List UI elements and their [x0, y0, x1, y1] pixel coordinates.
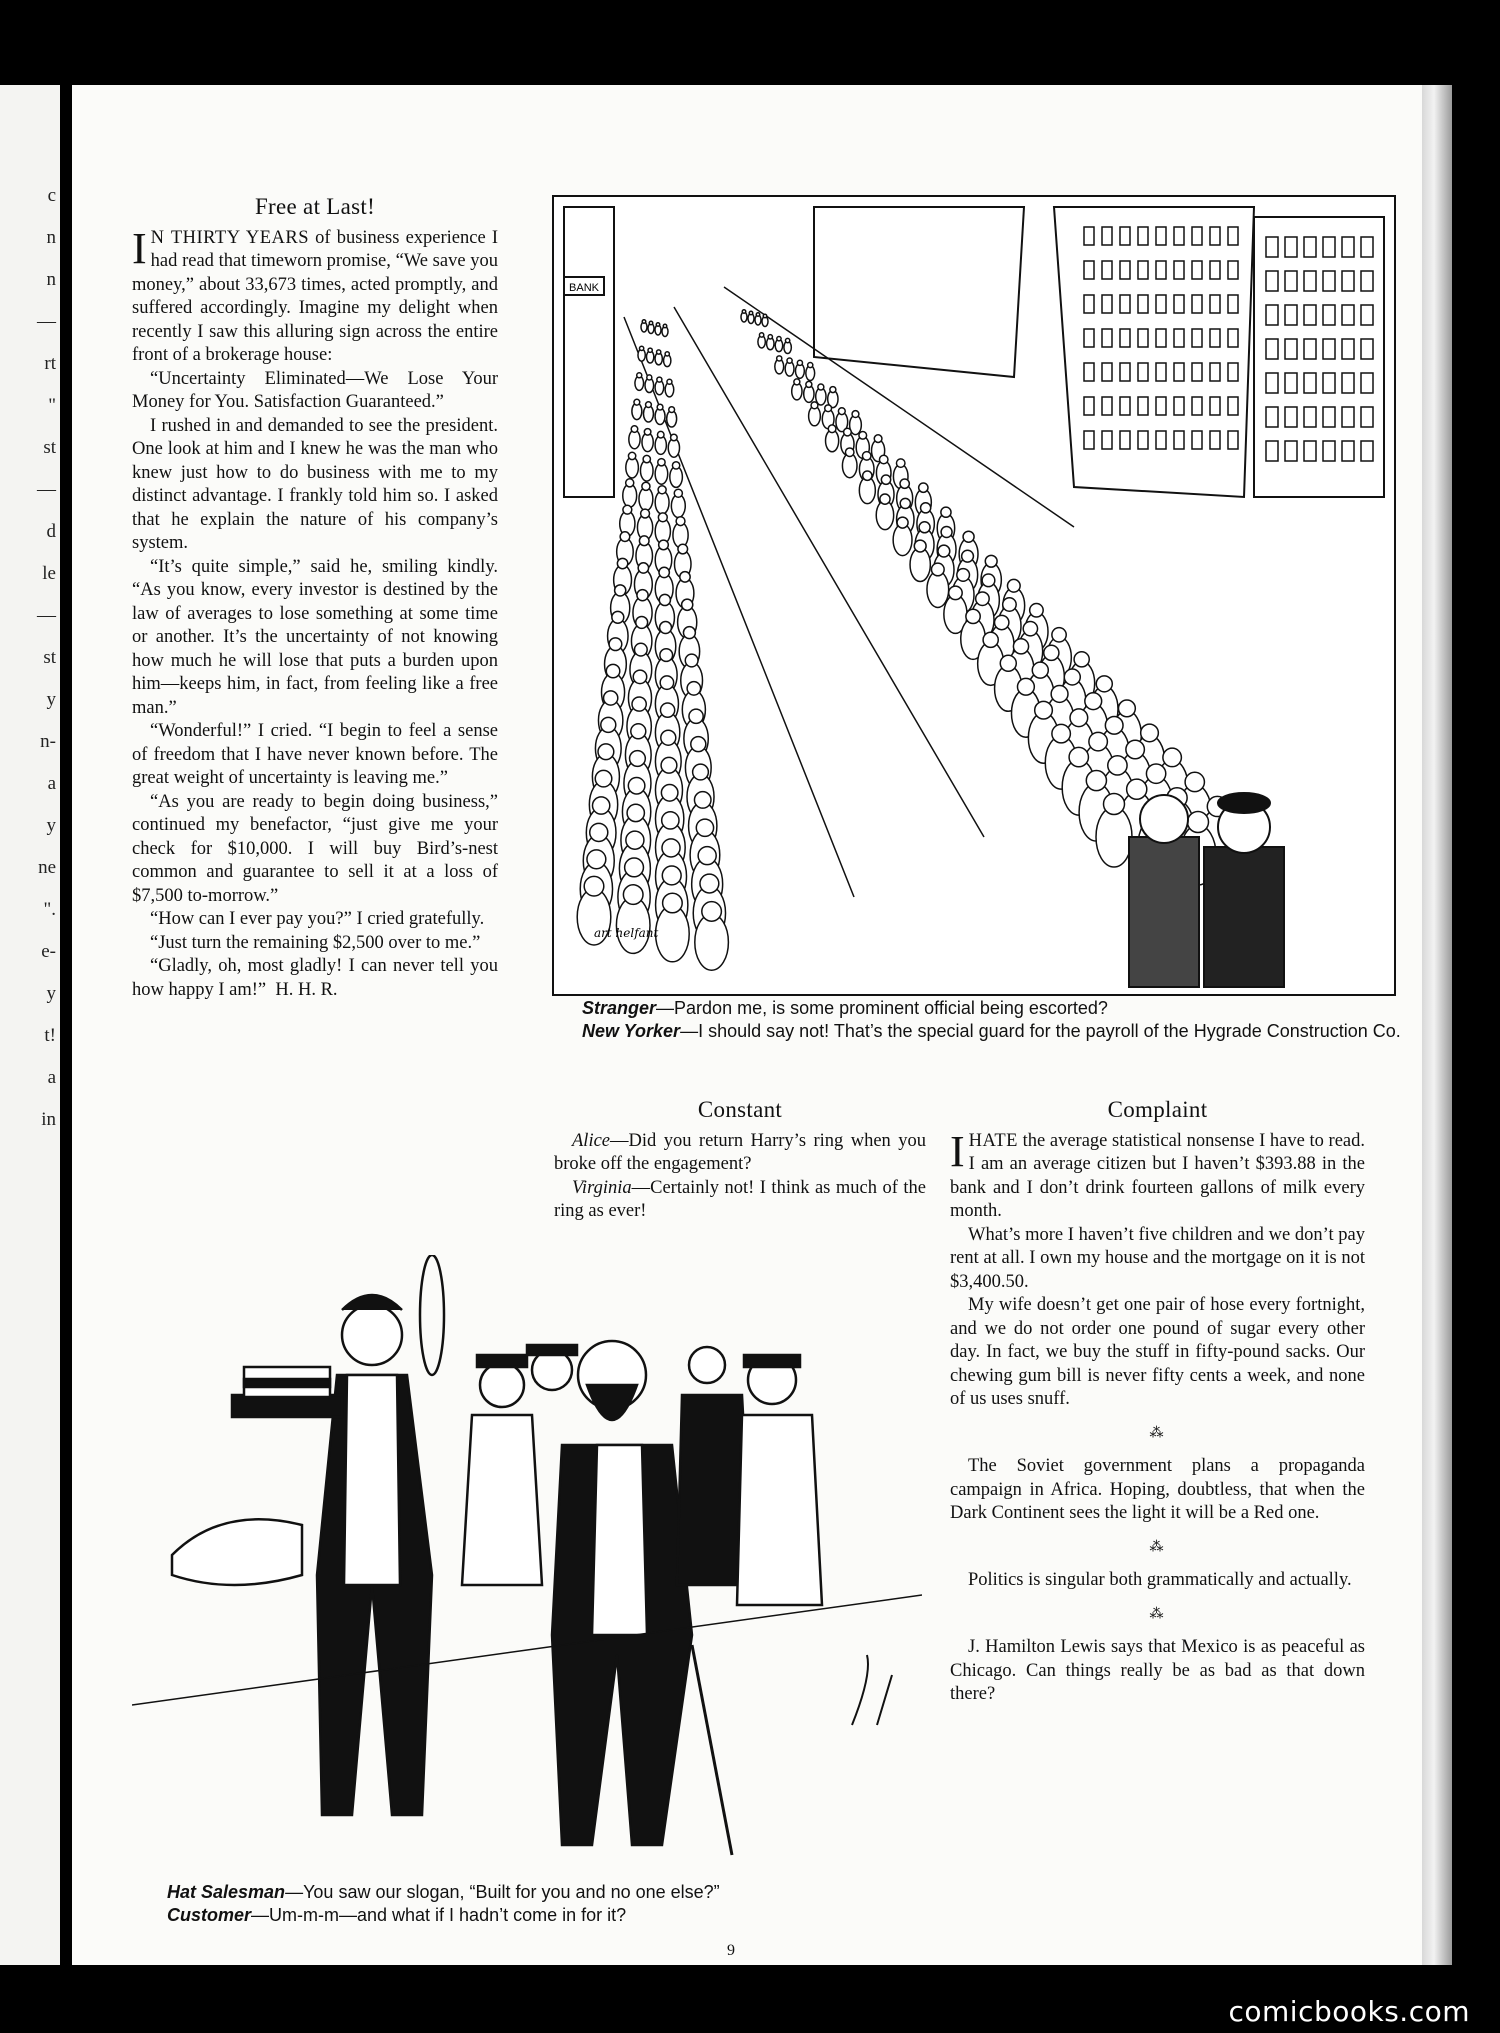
facing-page-text-fragment: n-	[40, 731, 56, 752]
facing-page-text-fragment: —	[37, 605, 56, 626]
separator-asterism: ⁂	[1149, 1606, 1166, 1622]
facing-page-text-fragment: st	[43, 647, 56, 668]
facing-page-text-fragment: "	[48, 395, 56, 416]
parade-illustration	[554, 197, 1394, 994]
article-paragraph: What’s more I haven’t five children and we don’t pay rent at all. I own my house and the mortgage on it is not $3,400.50.	[950, 1224, 1365, 1292]
caption-speaker: New Yorker	[582, 1021, 681, 1041]
facing-page-text-fragment: —	[37, 479, 56, 500]
artist-signature: art helfant	[594, 926, 659, 940]
cartoonist-signature-mark	[852, 1655, 892, 1725]
dialogue-line: Virginia—Certainly not! I think as much of the ring as ever!	[554, 1177, 926, 1221]
article-complaint	[950, 1098, 1365, 1707]
article-title: Constant	[697, 1097, 783, 1122]
author-signature: H. H. R.	[275, 979, 338, 1000]
short-item: J. Hamilton Lewis says that Mexico is as peaceful as Chicago. Can things really be as bad as that down there?	[950, 1637, 1365, 1704]
article-paragraph: “How can I ever pay you?” I cried gratefully.	[150, 909, 485, 929]
parade-cartoon	[552, 195, 1396, 996]
facing-page-text-fragment: n	[46, 227, 56, 248]
facing-page-text-fragment: a	[47, 1067, 56, 1088]
facing-page-text-fragment: le	[42, 563, 56, 584]
article-constant	[554, 1098, 926, 1224]
facing-page-text-fragment: a	[47, 773, 56, 794]
facing-page-text-fragment: y	[46, 983, 56, 1004]
facing-page-text-fragment: y	[46, 815, 56, 836]
article-paragraph: “Wonderful!” I cried. “I begin to feel a sense of freedom that I have never known before. The great weight of uncertainty is leaving me.”	[132, 721, 498, 788]
magazine-page	[72, 85, 1422, 1965]
hat-salesman-cartoon	[132, 1255, 922, 1880]
page-number: 9	[727, 1942, 735, 1959]
article-free-at-last	[132, 195, 498, 1002]
facing-page-text-fragment: in	[41, 1109, 56, 1130]
facing-page-text-fragment: st	[43, 437, 56, 458]
site-watermark: comicbooks.com	[1228, 1995, 1470, 2028]
article-paragraph: I N THIRTY YEARS of business experience I had read that timeworn promise, “We save you money,” about 33,673 times, acted promptly, and suffered accordingly. Imagine my delight when recently I saw this alluring sign across the entire front of a brokerage house:	[132, 223, 498, 365]
article-paragraph: “Gladly, oh, most gladly! I can never tell you how happy I am!” H. H. R.	[132, 956, 498, 1000]
article-paragraph: I rushed in and demanded to see the president. One look at him and I knew he was the man who knew just how to do business with me to my distinct advantage. I frankly told him so. I asked that he explain the nature of his company’s system.	[132, 415, 498, 553]
bank-sign-text: BANK	[569, 282, 599, 294]
facing-page-text-fragment: ne	[38, 857, 56, 878]
parade-caption: Stranger—Pardon me, is some prominent official being escorted? New Yorker—I should say not! That’s the special guard for the payroll of the Hygrade Construction Co.	[582, 998, 1401, 1041]
caption-speaker: Stranger	[582, 998, 657, 1018]
short-item: Politics is singular both grammatically and actually.	[968, 1570, 1352, 1590]
dialogue-line: Alice—Did you return Harry’s ring when you broke off the engagement?	[554, 1130, 926, 1174]
facing-page-text-fragment: d	[46, 521, 56, 542]
facing-page-text-fragment: —	[37, 311, 56, 332]
article-paragraph: “As you are ready to begin doing business,” continued my benefactor, “just give me your check for $10,000. I will buy Bird’s-nest common and guarantee to sell it at a loss of $7,500 to-morrow.”	[132, 791, 498, 906]
article-title: Complaint	[1107, 1097, 1208, 1122]
hat-salesman-illustration	[132, 1255, 922, 1880]
facing-page-text-fragment: e-	[41, 941, 56, 962]
hat-salesman-caption: Hat Salesman—You saw our slogan, “Built for you and no one else?” Customer—Um-m-m—and what if I hadn’t come in for it?	[167, 1882, 720, 1925]
facing-page-text-fragment: ".	[43, 899, 56, 920]
facing-page-text-fragment: n	[46, 269, 56, 290]
book-spine	[1422, 85, 1452, 1965]
facing-page-text-fragment: t!	[44, 1025, 56, 1046]
facing-page-text-fragment: rt	[44, 353, 56, 374]
article-paragraph: “Just turn the remaining $2,500 over to me.”	[150, 932, 481, 953]
article-paragraph: IHATE the average statistical nonsense I have to read. I am an average citizen but I haven’t $393.88 in the bank and I don’t drink fourteen gallons of milk every month.	[950, 1126, 1365, 1221]
article-paragraph: My wife doesn’t get one pair of hose every fortnight, and we do not order one pound of sugar every other day. In fact, we buy the stuff in fifty-pound sacks. Our chewing gum bill is never fifty cents a week, and none of us uses snuff.	[950, 1295, 1365, 1409]
facing-page-text-fragment: c	[47, 185, 56, 206]
article-paragraph: “Uncertainty Eliminated—We Lose Your Money for You. Satisfaction Guaranteed.”	[132, 368, 498, 412]
caption-speaker: Customer	[167, 1905, 252, 1925]
separator-asterism: ⁂	[1149, 1539, 1166, 1555]
facing-page-text-fragment: y	[46, 689, 56, 710]
caption-speaker: Hat Salesman	[167, 1882, 286, 1902]
drop-cap: I	[950, 1126, 965, 1176]
separator-asterism: ⁂	[1149, 1425, 1166, 1441]
drop-cap: I	[132, 223, 147, 273]
short-item: The Soviet government plans a propaganda campaign in Africa. Hoping, doubtless, that when the Dark Continent sees the light it will be a Red one.	[950, 1456, 1365, 1523]
facing-page-edge	[0, 85, 60, 1965]
article-paragraph: “It’s quite simple,” said he, smiling kindly. “As you know, every investor is destined by the law of averages to lose something at some time or another. It’s the uncertainty of not knowing how much he will lose that puts a burden upon him—keeps him, in fact, from feeling like a free man.”	[132, 556, 498, 718]
article-title: Free at Last!	[254, 194, 376, 219]
